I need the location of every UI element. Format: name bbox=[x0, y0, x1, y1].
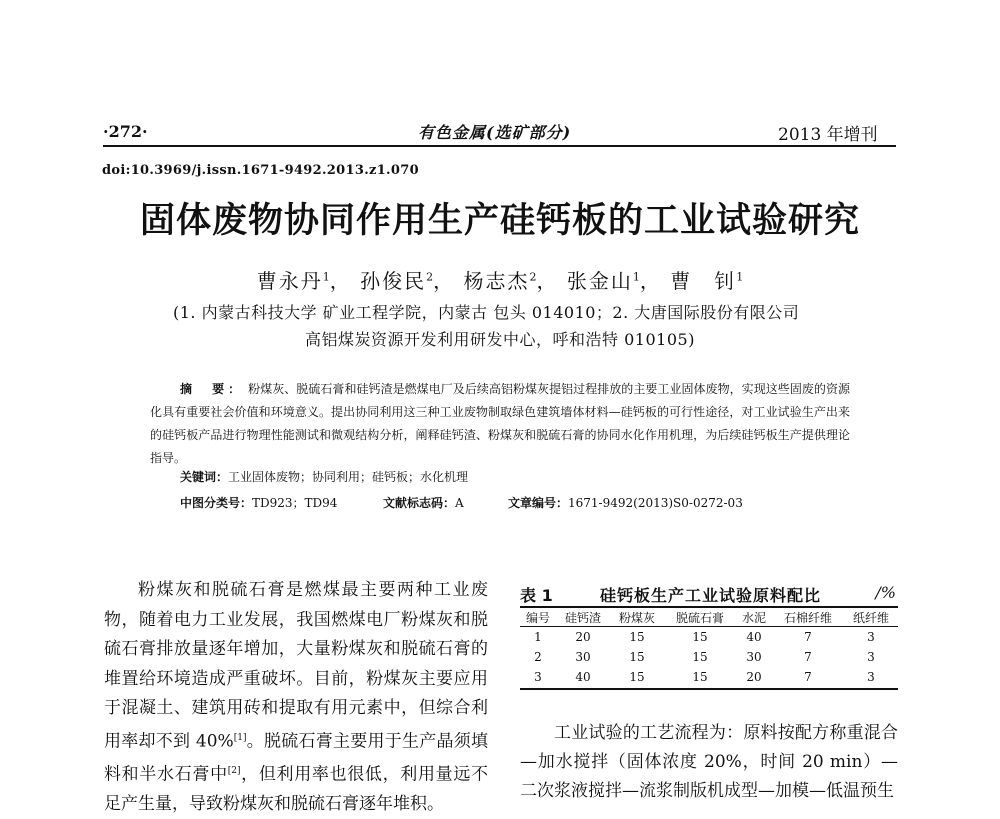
body-text: 。脱硫石膏主要用于生产晶须填料和半水石膏中 bbox=[104, 731, 488, 785]
body-paragraph-right: 工业试验的工艺流程为：原料按配方称重混合—加水搅拌（固体浓度 20%，时间 20 min）—二次浆液搅拌—流浆制版机成型—加模—低温预生 bbox=[520, 723, 898, 801]
author-affiliation-mark: 2 bbox=[529, 270, 537, 284]
table-header: 纸纤维 bbox=[844, 608, 898, 627]
author-separator: ， bbox=[639, 269, 662, 293]
clc-value: TD923；TD94 bbox=[252, 496, 338, 510]
affiliation-line-2: 高铝煤炭资源开发利用研发中心，呼和浩特 010105) bbox=[305, 330, 695, 349]
table-cell: 40 bbox=[575, 670, 591, 684]
table-cell: 20 bbox=[746, 670, 762, 684]
table-cell: 15 bbox=[692, 630, 708, 644]
table-cell: 3 bbox=[867, 650, 875, 664]
table-number: 表 1 bbox=[520, 586, 553, 605]
affiliation-line-1: (1. 内蒙古科技大学 矿业工程学院，内蒙古 包头 014010；2. 大唐国际股份有限公司 bbox=[173, 303, 800, 322]
author: 曹永丹 bbox=[256, 269, 323, 293]
table-cell: 3 bbox=[867, 630, 875, 644]
author: 曹 钊 bbox=[670, 269, 737, 293]
author-list bbox=[0, 265, 1000, 294]
author-separator: ， bbox=[536, 269, 559, 293]
table-header: 编号 bbox=[520, 608, 556, 627]
table-cell: 15 bbox=[629, 630, 645, 644]
author: 杨志杰 bbox=[463, 269, 530, 293]
table-cell: 15 bbox=[692, 650, 708, 664]
table-header: 脱硫石膏 bbox=[664, 608, 736, 627]
author-affiliation-mark: 1 bbox=[322, 270, 330, 284]
table-row bbox=[520, 627, 898, 648]
table-header: 水泥 bbox=[736, 608, 772, 627]
article-number-label: 文章编号： bbox=[508, 496, 569, 510]
author-affiliation-mark: 1 bbox=[632, 270, 640, 284]
table-header: 硅钙渣 bbox=[556, 608, 610, 627]
abstract bbox=[150, 378, 850, 470]
table-cell: 1 bbox=[534, 630, 542, 644]
table-cell: 7 bbox=[804, 630, 812, 644]
page-number: ·272· bbox=[103, 122, 148, 141]
table-cell: 2 bbox=[534, 650, 542, 664]
keywords-text: 工业固体废物；协同利用；硅钙板；水化机理 bbox=[228, 470, 469, 484]
table-cell: 3 bbox=[867, 670, 875, 684]
doi: doi:10.3969/j.issn.1671-9492.2013.z1.070 bbox=[102, 163, 419, 178]
article-number-value: 1671-9492(2013)S0-0272-03 bbox=[568, 496, 743, 510]
table-row bbox=[520, 667, 898, 687]
table-bottom-rule bbox=[520, 688, 898, 690]
classification-row bbox=[180, 494, 780, 511]
citation: [2] bbox=[227, 765, 241, 776]
raw-material-table bbox=[520, 608, 898, 687]
table-unit: /% bbox=[875, 583, 896, 602]
author-affiliation-mark: 2 bbox=[426, 270, 434, 284]
issue-label: 2013 年增刊 bbox=[778, 125, 878, 145]
table-header-row bbox=[520, 608, 898, 627]
table-row bbox=[520, 647, 898, 667]
abstract-label: 摘 要： bbox=[180, 382, 245, 396]
paper-title: 固体废物协同作用生产硅钙板的工业试验研究 bbox=[139, 200, 860, 241]
citation: [1] bbox=[233, 732, 247, 743]
journal-name: 有色金属(选矿部分) bbox=[418, 123, 572, 142]
table-cell: 20 bbox=[575, 630, 591, 644]
table-header: 石棉纤维 bbox=[772, 608, 844, 627]
table-cell: 15 bbox=[629, 670, 645, 684]
author: 孙俊民 bbox=[360, 269, 427, 293]
table-cell: 30 bbox=[575, 650, 591, 664]
table-cell: 40 bbox=[746, 630, 762, 644]
table-cell: 7 bbox=[804, 650, 812, 664]
keywords-label: 关键词： bbox=[180, 470, 229, 484]
abstract-text: 粉煤灰、脱硫石膏和硅钙渣是燃煤电厂及后续高铝粉煤灰提铝过程排放的主要工业固体废物，实现这些固废的资源化具有重要社会价值和环境意义。提出协同利用这三种工业废物制取绿色建筑墙体材料—硅钙板的可行性途径，对工业试验生产出来的硅钙板产品进行物理性能测试和微观结构分析，阐释硅钙渣、粉煤灰和脱硫石膏的协同水化作用机理，为后续硅钙板生产提供理论指导。 bbox=[150, 382, 850, 465]
table-cell: 7 bbox=[804, 670, 812, 684]
body-text: ，但利用率也很低，利用量远不足产生量，导致粉煤灰和脱硫石膏逐年堆积。 bbox=[104, 764, 488, 814]
author-separator: ， bbox=[433, 269, 456, 293]
document-code-label: 文献标志码： bbox=[383, 496, 456, 510]
body-text: 粉煤灰和脱硫石膏是燃煤最主要两种工业废物，随着电力工业发展，我国燃煤电厂粉煤灰和脱硫石膏排放量逐年增加，大量粉煤灰和脱硫石膏的堆置给环境造成严重破坏。目前，粉煤灰主要应用于混凝土、建筑用砖和提取有用元素中，但综合利用率却不到 40% bbox=[104, 580, 488, 752]
document-code-value: A bbox=[455, 496, 464, 510]
table-title: 硅钙板生产工业试验原料配比 bbox=[600, 586, 822, 605]
author-separator: ， bbox=[329, 269, 352, 293]
table-caption bbox=[520, 583, 898, 606]
table-cell: 15 bbox=[692, 670, 708, 684]
header-rule bbox=[103, 145, 896, 147]
keywords bbox=[180, 468, 468, 485]
clc-label: 中图分类号： bbox=[180, 496, 253, 510]
body-paragraph-left bbox=[104, 576, 488, 819]
author: 张金山 bbox=[566, 269, 633, 293]
table-header: 粉煤灰 bbox=[610, 608, 664, 627]
author-affiliation-mark: 1 bbox=[736, 270, 744, 284]
table-cell: 30 bbox=[746, 650, 762, 664]
table-cell: 3 bbox=[534, 670, 542, 684]
table-cell: 15 bbox=[629, 650, 645, 664]
